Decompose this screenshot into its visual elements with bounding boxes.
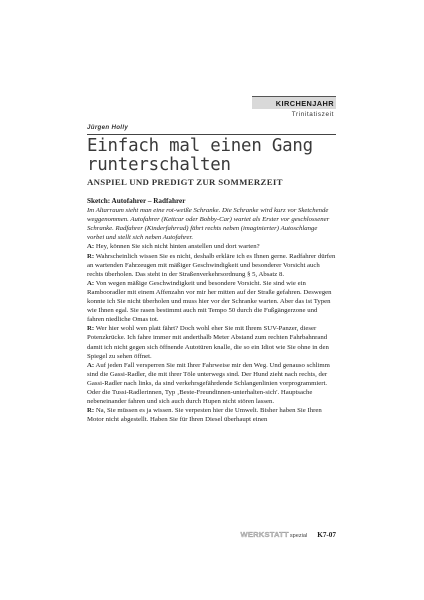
speaker-label: A:: [87, 279, 95, 287]
dialogue-text: Wer hier wohl wen platt fährt? Doch wohl eher Sie mit Ihrem SUV-Panzer, dieser Potenzkrücke. Ich fahre immer mit anderthalb Meter Abstand zum rechten Fahrbahnrand damit ich nicht gegen sich öffnende Autotüren knalle, die so ein Idiot wie Sie ohne in den Spiegel zu sehen öffnet.: [87, 325, 329, 360]
title-line-2: runterschalten: [87, 155, 231, 175]
sketch-heading: Sketch: Autofahrer – Radfahrer: [87, 197, 186, 205]
dialogue-text: Wahrscheinlich wissen Sie es nicht, deshalb erkläre ich es Ihnen gerne. Radfahrer dürfen an wartenden Fahrzeugen mit mäßiger Geschwindigkeit und besonderer Vorsicht auch rechts überholen. Das steht in der Straßenverkehrsordnung § 5, Absatz 8.: [87, 252, 336, 278]
article-body: [87, 197, 336, 424]
dialogue-text: Na, Sie müssen es ja wissen. Sie verpesten hier die Umwelt. Bisher haben Sie Ihren Motor nicht abgestellt. Haben Sie für Ihren Diesel überhaupt einen: [87, 407, 322, 424]
dialogue-text: Von wegen mäßige Geschwindigkeit und besondere Vorsicht. Sie sind wie ein Rambooradler mit einem Affenzahn vor mir her mitten auf der Straße gefahren. Deswegen konnte ich Sie nicht überholen und muss hier vor der Schranke warten. Aber das ist Typen wie Ihnen egal. Sie rasen bestimmt auch mit Tempo 50 durch die Fußgängerzone und fahren niedliche Omas tot.: [87, 279, 332, 324]
dialogue-text: Hey, können Sie sich nicht hinten anstellen und dort warten?: [94, 243, 260, 251]
speaker-label: A:: [87, 361, 95, 369]
article-title: [87, 137, 347, 175]
page-footer: [223, 524, 336, 542]
section-tag: [252, 96, 336, 118]
speaker-label: R:: [87, 252, 95, 260]
author-name: Jürgen Holly: [87, 124, 129, 131]
dialogue-line: [87, 242, 336, 251]
title-line-1: Einfach mal einen Gang: [87, 136, 313, 156]
subsection-label: Trinitatiszeit: [291, 111, 334, 118]
dialogue-text: Auf jeden Fall versperren Sie mit Ihrer Fahrweise mir den Weg. Und genauso schlimm sind die Gassi-Radler, die mit ihrer Töle unterwegs sind. Der Hund zieht nach rechts, der Gassi-Radler nach links, da sind verkehrsgefährdende Schlangenlinien vorprogrammiert. Oder die Tussi-Radlerinnen, Typ ‚Beste-Freundinnen-unterhalten-sich'. Hauptsache nebeneinander fahren und sich auch durch Hupen nicht stören lassen.: [87, 361, 330, 406]
page-number: K7-07: [317, 531, 336, 539]
section-label: KIRCHENJAHR: [252, 96, 336, 109]
dialogue-line: [87, 361, 336, 406]
speaker-label: R:: [87, 407, 95, 415]
article-subtitle: ANSPIEL UND PREDIGT ZUR SOMMERZEIT: [87, 177, 283, 187]
dialogue-line: [87, 406, 336, 424]
speaker-label: R:: [87, 325, 95, 333]
dialogue-line: [87, 252, 336, 279]
werkstatt-logo: WERKSTATT: [240, 530, 289, 539]
sketch-intro: Im Altarraum sieht man eine rot-weiße Schranke. Die Schranke wird kurz vor Sketchende weggenommen. Autofahrer (Kettcar oder Bobby-Car) wartet als Erster vor geschlossener Schranke. Radfahrer (Kinderfahrrad) fährt rechts neben (imaginierter) Autoschlange vorbei und stellt sich neben Autofahrer.: [87, 207, 330, 242]
dialogue-line: [87, 324, 336, 360]
dialogue-line: [87, 279, 336, 324]
divider-rule: [87, 134, 336, 135]
logo-suffix: spezial: [289, 533, 308, 539]
speaker-label: A:: [87, 243, 95, 251]
